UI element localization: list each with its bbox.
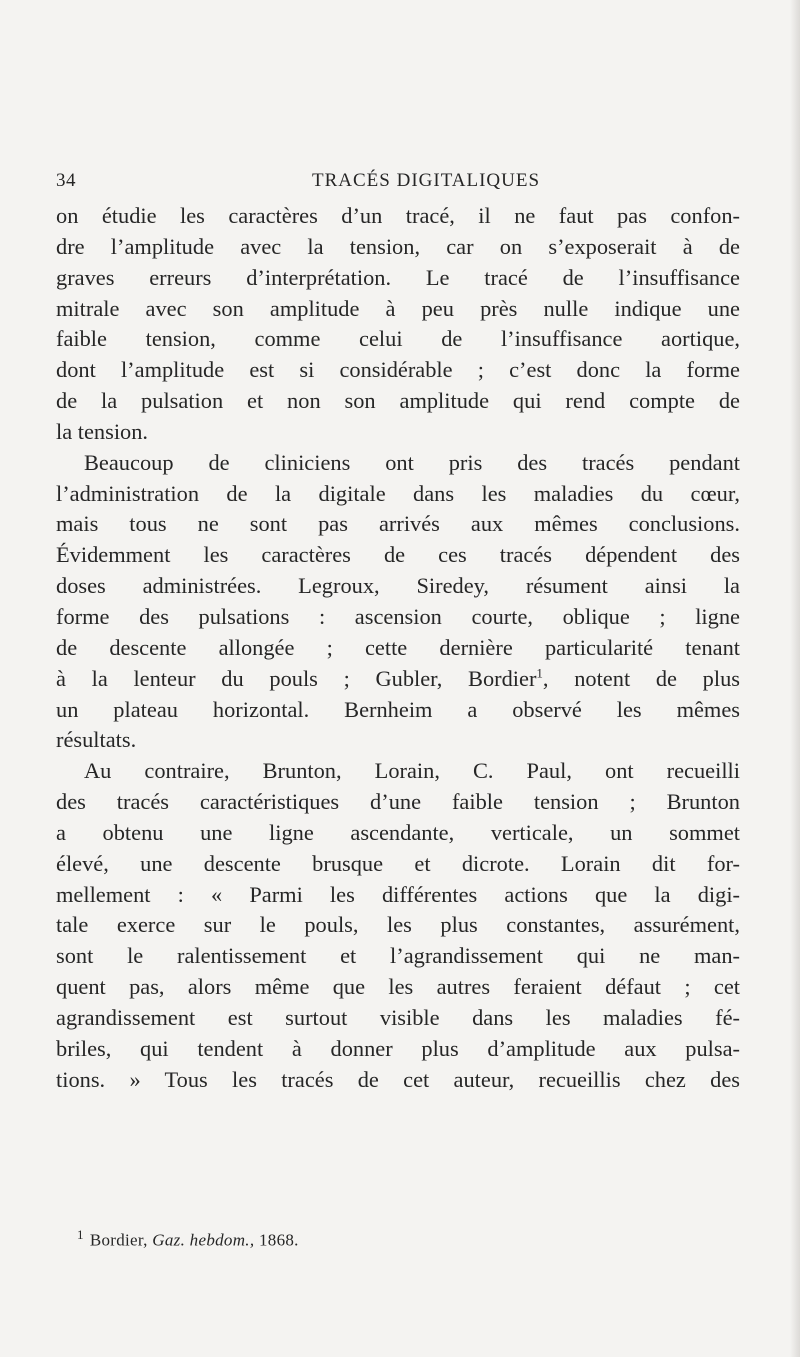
footnote: [77, 1227, 299, 1251]
text-line: a obtenu une ligne ascendante, verticale, un sommet: [56, 819, 740, 845]
footnote-number: 1: [77, 1227, 84, 1242]
footnote-journal: Gaz. hebdom.,: [152, 1230, 255, 1250]
paragraph-2: [56, 448, 740, 756]
text-fragment: , notent de plus: [542, 665, 740, 691]
page-edge-shadow: [790, 0, 800, 1357]
footnote-author: Bordier,: [89, 1230, 148, 1250]
text-line: mellement : « Parmi les différentes actions que la digi-: [56, 881, 740, 907]
text-line: doses administrées. Legroux, Siredey, résument ainsi la: [56, 573, 740, 599]
running-head: [0, 170, 800, 196]
text-line: Beaucoup de cliniciens ont pris des tracés pendant: [84, 449, 740, 475]
text-line: élevé, une descente brusque et dicrote. Lorain dit for-: [56, 850, 740, 876]
text-line: des tracés caractéristiques d’une faible tension ; Brunton: [56, 789, 740, 815]
text-line: Au contraire, Brunton, Lorain, C. Paul, ont recueilli: [84, 758, 740, 784]
text-line: tale exerce sur le pouls, les plus constantes, assurément,: [56, 912, 740, 938]
text-line: dont l’amplitude est si considérable ; c’est donc la forme: [56, 357, 740, 383]
text-line: de la pulsation et non son amplitude qui rend compte de: [56, 388, 740, 414]
text-line: forme des pulsations : ascension courte, oblique ; ligne: [56, 603, 740, 629]
paragraph-3: [56, 756, 740, 1095]
text-line: dre l’amplitude avec la tension, car on s’exposerait à de: [56, 233, 740, 259]
text-line: tions. » Tous les tracés de cet auteur, recueillis chez des: [56, 1066, 740, 1092]
text-line: faible tension, comme celui de l’insuffisance aortique,: [56, 326, 740, 352]
text-line: quent pas, alors même que les autres feraient défaut ; cet: [56, 974, 740, 1000]
text-line: agrandissement est surtout visible dans les maladies fé-: [56, 1004, 740, 1030]
text-line: sont le ralentissement et l’agrandissement qui ne man-: [56, 943, 740, 969]
text-line-with-footnote: [56, 664, 740, 695]
text-line: mais tous ne sont pas arrivés aux mêmes conclusions.: [56, 511, 740, 537]
text-line: de descente allongée ; cette dernière particularité tenant: [56, 634, 740, 660]
text-line: la tension.: [56, 418, 149, 444]
text-fragment: à la lenteur du pouls ; Gubler, Bordier: [56, 665, 537, 691]
footnote-year: 1868.: [258, 1230, 299, 1250]
text-line: l’administration de la digitale dans les maladies du cœur,: [56, 480, 740, 506]
page-number: 34: [56, 170, 76, 191]
running-title: TRACÉS DIGITALIQUES: [312, 170, 541, 191]
text-line: mitrale avec son amplitude à peu près nulle indique une: [56, 295, 740, 321]
footnote-marker: 1: [536, 665, 543, 681]
text-line: résultats.: [56, 727, 137, 753]
text-line: Évidemment les caractères de ces tracés dépendent des: [56, 542, 740, 568]
text-line: un plateau horizontal. Bernheim a observé les mêmes: [56, 696, 740, 722]
text-line: briles, qui tendent à donner plus d’amplitude aux pulsa-: [56, 1035, 740, 1061]
paragraph-1: [56, 201, 740, 448]
text-line: graves erreurs d’interprétation. Le tracé de l’insuffisance: [56, 264, 740, 290]
body-text: [56, 201, 740, 1095]
text-line: on étudie les caractères d’un tracé, il ne faut pas confon-: [56, 203, 740, 228]
